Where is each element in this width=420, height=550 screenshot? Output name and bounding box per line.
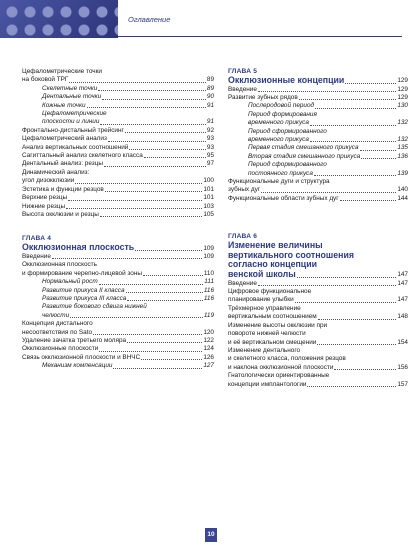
toc-entry-text: Введение xyxy=(228,279,257,287)
toc-entry-text: Кожные точки xyxy=(42,101,86,109)
chapter-4 xyxy=(22,235,214,370)
page-ref: 139 xyxy=(397,169,408,177)
page-ref: 132 xyxy=(397,136,408,144)
page-ref: 127 xyxy=(203,362,214,370)
page-number: 10 xyxy=(205,528,217,542)
toc-entry-text: Эстетика и функции резцов xyxy=(22,185,104,193)
toc-entry[interactable] xyxy=(22,303,214,311)
page-ref: 148 xyxy=(397,313,408,321)
toc-entry[interactable] xyxy=(22,270,214,278)
toc-entry-text: и скелетного класса, положения резцов xyxy=(228,355,346,363)
toc-entry[interactable] xyxy=(22,362,214,370)
toc-entry-text: несоответствия по Sato xyxy=(22,328,93,336)
toc-entry-text: Период сформированного xyxy=(248,127,327,135)
page-ref: 147 xyxy=(397,271,408,279)
toc-entry[interactable] xyxy=(228,144,408,152)
toc-entry[interactable] xyxy=(22,177,214,185)
chapter-5 xyxy=(228,68,408,203)
toc-entry-text: временного прикуса xyxy=(248,119,309,127)
toc-entry-text: Вторая стадия смешанного прикуса xyxy=(248,152,361,160)
toc-entry-text: Функциональные дуги и структура xyxy=(228,178,330,186)
toc-right-column xyxy=(228,68,408,389)
toc-entry[interactable] xyxy=(228,322,408,330)
toc-entry[interactable] xyxy=(228,313,408,321)
page-ref: 116 xyxy=(203,294,214,302)
chapter-title-entry[interactable] xyxy=(22,243,214,253)
page-header-title: Оглавление xyxy=(128,15,171,24)
toc-entry-text: Гнатологически ориентированные xyxy=(228,372,330,380)
toc-entry-text: Дентальные точки xyxy=(42,93,102,101)
dot-leader xyxy=(69,82,206,83)
toc-entry[interactable] xyxy=(22,320,214,328)
page-ref: 126 xyxy=(203,353,214,361)
dot-leader xyxy=(68,200,202,201)
chapter-label: ГЛАВА 4 xyxy=(22,235,52,243)
page-ref: 120 xyxy=(203,328,214,336)
header-rule xyxy=(118,36,402,37)
toc-entry-text: Трёхмерное управление xyxy=(228,304,301,312)
toc-entry-text: Сагиттальный анализ скелетного класса xyxy=(22,152,143,160)
toc-entry[interactable] xyxy=(22,127,214,135)
page-ref: 92 xyxy=(206,126,214,134)
toc-entry-text: концепции имплантологии xyxy=(228,380,307,388)
toc-entry[interactable] xyxy=(22,169,214,177)
toc-entry-text: временного прикуса xyxy=(248,136,309,144)
page-ref: 116 xyxy=(203,286,214,294)
dot-leader xyxy=(100,216,203,217)
chapter-title-line: согласно концепции xyxy=(228,259,318,270)
toc-entry[interactable] xyxy=(22,110,214,118)
dot-leader xyxy=(334,369,396,370)
toc-entry-text: Период сформированного xyxy=(248,161,327,169)
dot-leader xyxy=(340,200,397,201)
toc-entry[interactable] xyxy=(22,211,214,219)
chapter-4-entries xyxy=(22,253,214,371)
page-ref: 109 xyxy=(203,244,214,252)
chapter-title-entry[interactable] xyxy=(228,270,408,280)
dot-leader xyxy=(307,386,396,387)
toc-entry[interactable] xyxy=(22,85,214,93)
toc-left-column xyxy=(22,68,214,371)
dot-leader xyxy=(93,334,202,335)
toc-entry-text: Развитие зубных рядов xyxy=(228,94,298,101)
toc-entry[interactable] xyxy=(22,102,214,110)
toc-entry-text: Цефалометрические точки xyxy=(22,68,102,75)
dot-leader xyxy=(70,317,203,318)
dot-leader xyxy=(127,300,202,301)
toc-entry-text: Цифровое функциональное xyxy=(228,288,312,296)
chapter-title-line: венской школы xyxy=(228,269,296,280)
corner-decoration xyxy=(0,0,118,38)
toc-entry[interactable] xyxy=(22,278,214,286)
chapter-title-entry[interactable] xyxy=(228,76,408,86)
dot-leader xyxy=(261,192,396,193)
chapter-label: ГЛАВА 5 xyxy=(228,68,258,75)
dot-leader xyxy=(315,108,396,109)
toc-entry-text: Развитие прикуса II класса xyxy=(42,286,125,294)
page-ref: 100 xyxy=(203,177,214,185)
dot-leader xyxy=(125,132,206,133)
toc-entry[interactable] xyxy=(228,280,408,288)
toc-entry[interactable] xyxy=(22,93,214,101)
toc-entry[interactable] xyxy=(228,364,408,372)
toc-entry-text: Развитие бокового сдвига нижней xyxy=(42,303,147,311)
dot-leader xyxy=(258,91,396,92)
page-ref: 95 xyxy=(206,152,214,160)
dot-leader xyxy=(141,359,202,360)
page-ref: 140 xyxy=(397,186,408,194)
page-ref: 130 xyxy=(397,102,408,110)
toc-entry-text: зубных дуг xyxy=(228,186,261,194)
dot-leader xyxy=(99,284,204,285)
page-ref: 129 xyxy=(397,94,408,101)
page-ref: 89 xyxy=(206,84,214,92)
chapter-title: Окклюзионная плоскость xyxy=(22,242,135,253)
page-ref: 129 xyxy=(397,85,408,93)
toc-entry-text: Период формирования xyxy=(248,110,317,118)
page-ref: 136 xyxy=(397,152,408,160)
chapter-6-entries xyxy=(228,280,408,389)
toc-entry[interactable] xyxy=(228,86,408,94)
toc-entry-text: вертикальным соотношением xyxy=(228,313,317,321)
page-ref: 147 xyxy=(397,296,408,304)
toc-entry[interactable] xyxy=(228,102,408,110)
toc-entry-text: повороте нижней челюсти xyxy=(228,330,306,338)
toc-entry-text: Фронтально-дистальный трейсинг xyxy=(22,126,124,134)
toc-entry-text: на боковой ТРГ xyxy=(22,76,69,84)
dot-leader xyxy=(113,368,202,369)
page-ref: 122 xyxy=(203,336,214,344)
page-ref: 156 xyxy=(397,363,408,371)
dot-leader xyxy=(108,141,206,142)
page-ref: 93 xyxy=(206,143,214,151)
dot-leader xyxy=(258,285,396,286)
toc-entry-text: и формирование черепно-лицевой зоны xyxy=(22,269,142,277)
toc-entry[interactable] xyxy=(22,144,214,152)
page-ref: 101 xyxy=(203,185,214,193)
toc-entry[interactable] xyxy=(22,287,214,295)
toc-entry-text: Цефалометрический анализ xyxy=(22,135,107,143)
toc-entry-text: постоянного прикуса xyxy=(248,169,313,177)
toc-entry-text: Окклюзионная плоскость xyxy=(22,261,97,269)
dot-leader xyxy=(310,141,396,142)
toc-entry-text: Концепция дистального xyxy=(22,320,93,328)
chapter-title-line: Изменение величины xyxy=(228,240,323,251)
page-ref: 110 xyxy=(203,269,214,277)
toc-entry-text: Изменение высоты окклюзии при xyxy=(228,321,328,329)
dot-leader xyxy=(66,208,202,209)
toc-entry-text: челюсти xyxy=(42,311,70,319)
toc-entry[interactable] xyxy=(228,355,408,363)
toc-entry-text: Первая стадия смешанного прикуса xyxy=(248,144,359,152)
toc-entry-text: Окклюзионные плоскости xyxy=(22,345,99,353)
page-ref: 101 xyxy=(203,194,214,202)
toc-entry[interactable] xyxy=(22,160,214,168)
page-ref: 147 xyxy=(397,279,408,287)
page-ref: 111 xyxy=(204,278,214,286)
toc-entry[interactable] xyxy=(22,253,214,261)
toc-entry[interactable] xyxy=(22,135,214,143)
page-ref: 124 xyxy=(203,345,214,353)
dot-leader xyxy=(105,191,203,192)
dot-leader xyxy=(87,107,206,108)
dot-leader xyxy=(75,183,202,184)
toc-entry[interactable] xyxy=(228,186,408,194)
dot-leader xyxy=(98,90,206,91)
dot-leader xyxy=(104,166,206,167)
toc-entry-text: Нормальный рост xyxy=(42,278,98,286)
dot-leader xyxy=(143,275,203,276)
toc-entry-text: Введение xyxy=(22,252,51,260)
toc-entry[interactable] xyxy=(228,153,408,161)
dot-leader xyxy=(100,124,205,125)
dot-leader xyxy=(102,99,206,100)
dot-leader xyxy=(144,157,206,158)
toc-entry[interactable] xyxy=(22,194,214,202)
toc-entry[interactable] xyxy=(228,111,408,119)
chapter-title: Окклюзионные концепции xyxy=(228,75,345,85)
toc-entry-text: угол дизокклюзии xyxy=(22,177,75,185)
dot-leader xyxy=(314,175,396,176)
page-ref: 91 xyxy=(206,118,214,126)
toc-entry-text: Цефалометрические xyxy=(42,110,107,118)
page-ref: 129 xyxy=(397,77,408,85)
toc-entry[interactable] xyxy=(228,339,408,347)
page-ref: 144 xyxy=(397,194,408,202)
dot-leader xyxy=(52,258,202,259)
toc-entry[interactable] xyxy=(228,372,408,380)
dot-leader xyxy=(360,150,397,151)
dot-leader xyxy=(317,344,396,345)
page-ref: 135 xyxy=(397,144,408,152)
toc-entry-text: Верхние резцы xyxy=(22,194,68,202)
toc-entry-text: Анализ вертикальных соотношений xyxy=(22,143,129,151)
page-ref: 90 xyxy=(206,93,214,101)
page-ref: 132 xyxy=(397,119,408,127)
toc-entry[interactable] xyxy=(228,119,408,127)
page-ref: 89 xyxy=(206,76,214,84)
toc-entry-text: Функциональные области зубных дуг xyxy=(228,194,339,202)
dot-leader xyxy=(99,351,202,352)
dot-leader xyxy=(295,302,397,303)
toc-entry-text: Высота окклюзии и резцы xyxy=(22,210,99,218)
toc-entry[interactable] xyxy=(22,312,214,320)
toc-entry[interactable] xyxy=(22,354,214,362)
chapter-label: ГЛАВА 6 xyxy=(228,233,258,241)
toc-entry-text: и её вертикальном смещении xyxy=(228,338,317,346)
toc-entry[interactable] xyxy=(22,76,214,84)
toc-entry[interactable] xyxy=(22,329,214,337)
toc-entry-text: Связь окклюзионной плоскости и ВНЧС xyxy=(22,353,141,361)
toc-entry[interactable] xyxy=(22,203,214,211)
toc-entry-text: Скелетные точки xyxy=(42,84,98,92)
page-ref: 119 xyxy=(203,311,214,319)
toc-entry[interactable] xyxy=(228,161,408,169)
page-ref: 91 xyxy=(206,101,214,109)
toc-entry[interactable] xyxy=(228,305,408,313)
toc-entry-text: Введение xyxy=(228,85,257,93)
toc-entry[interactable] xyxy=(22,186,214,194)
toc-entry[interactable] xyxy=(228,296,408,304)
page-ref: 109 xyxy=(203,252,214,260)
toc-entry-text: планирование улыбки xyxy=(228,296,294,304)
toc-entry-text: Изменение дентального xyxy=(228,346,301,354)
chapter-5-entries xyxy=(228,86,408,204)
toc-entry[interactable] xyxy=(228,170,408,178)
dot-leader xyxy=(299,99,397,100)
toc-entry[interactable] xyxy=(22,337,214,345)
dot-leader xyxy=(126,292,203,293)
page-ref: 154 xyxy=(397,338,408,346)
page-ref: 157 xyxy=(397,380,408,388)
dot-leader xyxy=(129,149,206,150)
toc-entry[interactable] xyxy=(228,195,408,203)
toc-entry-text: Динамический анализ: xyxy=(22,168,90,176)
dot-leader xyxy=(127,342,202,343)
toc-list-continued xyxy=(22,68,214,219)
toc-entry-text: Механизм компенсации xyxy=(42,362,113,370)
toc-entry[interactable] xyxy=(228,128,408,136)
toc-entry[interactable] xyxy=(22,345,214,353)
toc-entry-text: и наклона окклюзионной плоскости xyxy=(228,363,334,371)
page-ref: 97 xyxy=(206,160,214,168)
toc-entry-text: Удаление зачатка третьего моляра xyxy=(22,336,127,344)
toc-entry-text: Послеродовой период xyxy=(248,102,315,110)
dot-leader xyxy=(310,125,396,126)
toc-entry-text: Развитие прикуса III класса xyxy=(42,294,127,302)
chapter-title-line: вертикального соотношения xyxy=(228,249,354,260)
toc-entry[interactable] xyxy=(22,261,214,269)
page-ref: 93 xyxy=(206,135,214,143)
toc-entry[interactable] xyxy=(22,118,214,126)
toc-entry[interactable] xyxy=(228,381,408,389)
toc-entry-text: Дентальный анализ: резцы xyxy=(22,160,103,168)
toc-entry[interactable] xyxy=(228,330,408,338)
toc-entry-text: плоскости и линии xyxy=(42,118,100,126)
toc-entry[interactable] xyxy=(228,347,408,355)
chapter-6 xyxy=(228,233,408,389)
dot-leader xyxy=(361,158,396,159)
dot-leader xyxy=(318,319,397,320)
page-ref: 105 xyxy=(203,210,214,218)
page-ref: 103 xyxy=(203,202,214,210)
toc-entry-text: Нижние резцы xyxy=(22,202,66,210)
